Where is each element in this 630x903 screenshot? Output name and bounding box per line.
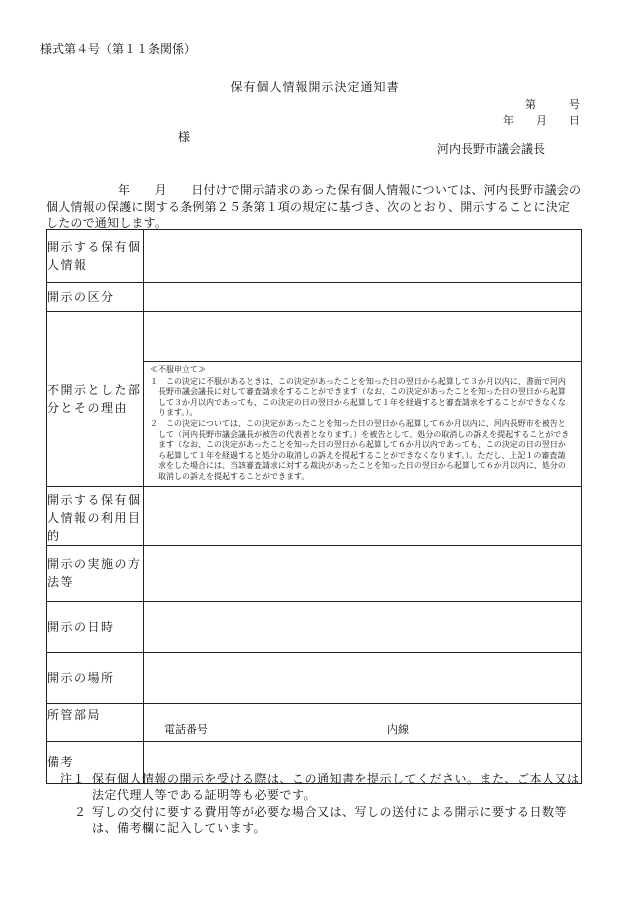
row-label-disclosure-place: 開示の場所 — [47, 652, 144, 703]
table-row — [47, 283, 582, 312]
value-disclosure-datetime — [144, 601, 582, 652]
recipient-suffix: 様 — [178, 130, 191, 144]
row-label-disclosure-category: 開示の区分 — [47, 283, 144, 312]
value-disclosed-info — [144, 230, 582, 283]
note-2-text: 写しの交付に要する費用等が必要な場合又は、写しの送付による開示に要する日数等は、備考欄に記入しています。 — [92, 805, 568, 835]
nondisclosed-reason-blank — [144, 312, 581, 362]
value-purpose-of-use — [144, 486, 582, 545]
document-number-line: 第 号 — [525, 98, 580, 111]
value-department — [144, 703, 582, 741]
value-nondisclosed-part — [144, 312, 582, 487]
note-2-number: ２ — [74, 805, 87, 819]
value-disclosure-place — [144, 652, 582, 703]
form-number: 様式第４号（第１１条関係） — [40, 42, 197, 56]
table-row — [47, 601, 582, 652]
note-1-text: 保有個人情報の開示を受ける際は、この通知書を提示してください。また、ご本人又は法定代理人等である証明等も必要です。 — [92, 772, 580, 802]
decision-details-table — [46, 229, 582, 784]
appeal-item-1: １ この決定に不服があるときは、この決定があったことを知った日の翌日から起算して３か月以内に、書面で河内長野市議会議長に対して審査請求をすることができます（なお、この決定があったことを知った日の翌日から起算して３か月以内であっても、この決定の日の翌日から起算して１年を経過すると審査請求をすることができなくなります。）。 — [150, 376, 566, 418]
row-label-disclosure-method: 開示の実施の方法等 — [47, 545, 144, 601]
issuer-name: 河内長野市議会議長 — [436, 142, 545, 156]
table-row — [47, 486, 582, 545]
row-label-nondisclosed-part: 不開示とした部分とその理由 — [47, 312, 144, 487]
value-disclosure-category — [144, 283, 582, 312]
table-row — [47, 545, 582, 601]
appeal-notice — [144, 362, 581, 486]
table-row — [47, 230, 582, 283]
value-disclosure-method — [144, 545, 582, 601]
note-2 — [60, 804, 590, 836]
row-label-disclosed-info: 開示する保有個人情報 — [47, 230, 144, 283]
row-label-remarks: 備考 — [47, 741, 144, 783]
extension-label: 内線 — [387, 722, 409, 736]
document-date-line: 年 月 日 — [503, 114, 580, 127]
appeal-item-2: ２ この決定については、この決定があったことを知った日の翌日から起算して６か月以内に、河内長野市を被告として（河内長野市議会議長が被告の代表者となります。）を被告として、処分の取消しの訴えを提起することができます（なお、この決定があったことを知った日の翌日から起算して６か月以内であっても、この決定の日の翌日から起算して１年を経過すると処分の取消しの訴えを提起することができなくなります。）。ただし、上記１の審査請求をした場合には、当該審査請求に対する裁決があったことを知った日の翌日から起算して６か月以内に、処分の取消しの訴えを提起することができます。 — [150, 418, 570, 481]
notice-body-text: 年 月 日付けで開示請求のあった保有個人情報については、河内長野市議会の個人情報の保護に関する条例第２５条第１項の規定に基づき、次のとおり、開示することに決定したので通知します。 — [46, 183, 582, 230]
document-title: 保有個人情報開示決定通知書 — [230, 80, 400, 94]
table-row — [47, 703, 582, 741]
row-label-department: 所管部局 — [47, 703, 144, 741]
note-1-number: 注１ — [60, 772, 86, 786]
row-label-disclosure-datetime: 開示の日時 — [47, 601, 144, 652]
tel-label: 電話番号 — [164, 722, 208, 736]
note-1 — [60, 771, 590, 803]
appeal-heading: ≪不服申立て≫ — [150, 365, 206, 374]
table-row — [47, 312, 582, 487]
row-label-purpose-of-use: 開示する保有個人情報の利用目的 — [47, 486, 144, 545]
table-row — [47, 652, 582, 703]
